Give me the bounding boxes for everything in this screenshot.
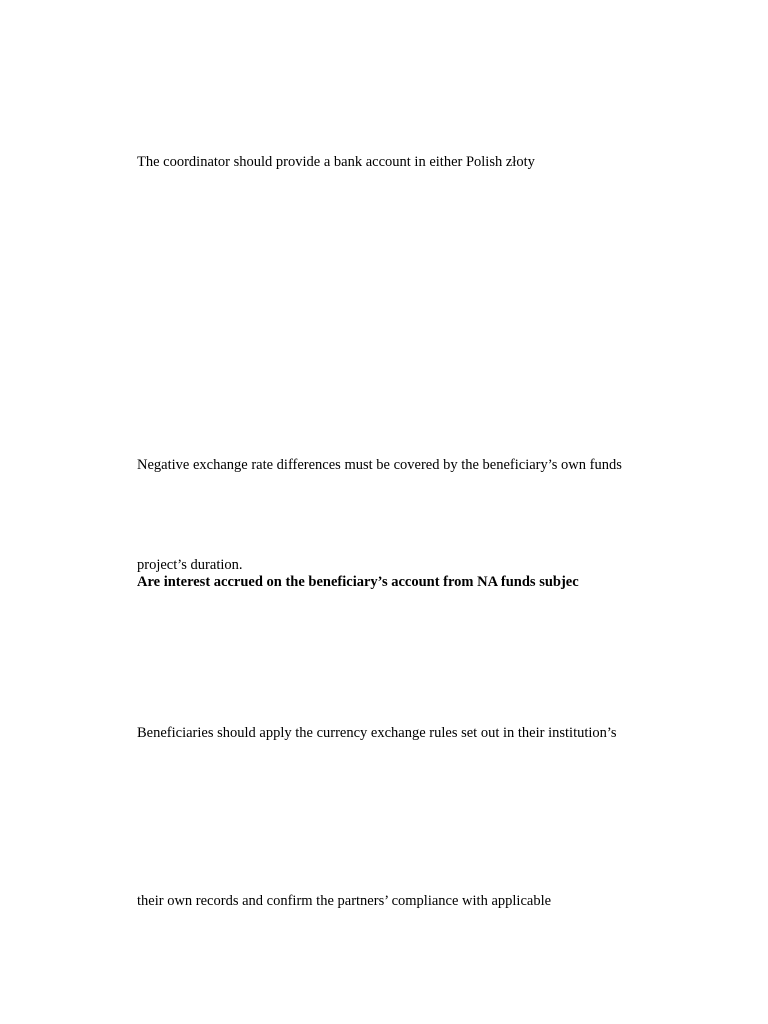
text-line-project-duration: project’s duration. — [137, 557, 243, 573]
text-line-currency-rules: Beneficiaries should apply the currency exchange rules set out in their institution’s — [137, 725, 617, 741]
text-line-bank-account: The coordinator should provide a bank account in either Polish złoty — [137, 154, 535, 170]
question-heading-interest: Are interest accrued on the beneficiary’s account from NA funds subjec — [137, 574, 579, 590]
text-line-exchange-rate: Negative exchange rate differences must be covered by the beneficiary’s own funds — [137, 457, 622, 473]
text-line-partners-compliance: their own records and confirm the partners’ compliance with applicable — [137, 893, 552, 909]
